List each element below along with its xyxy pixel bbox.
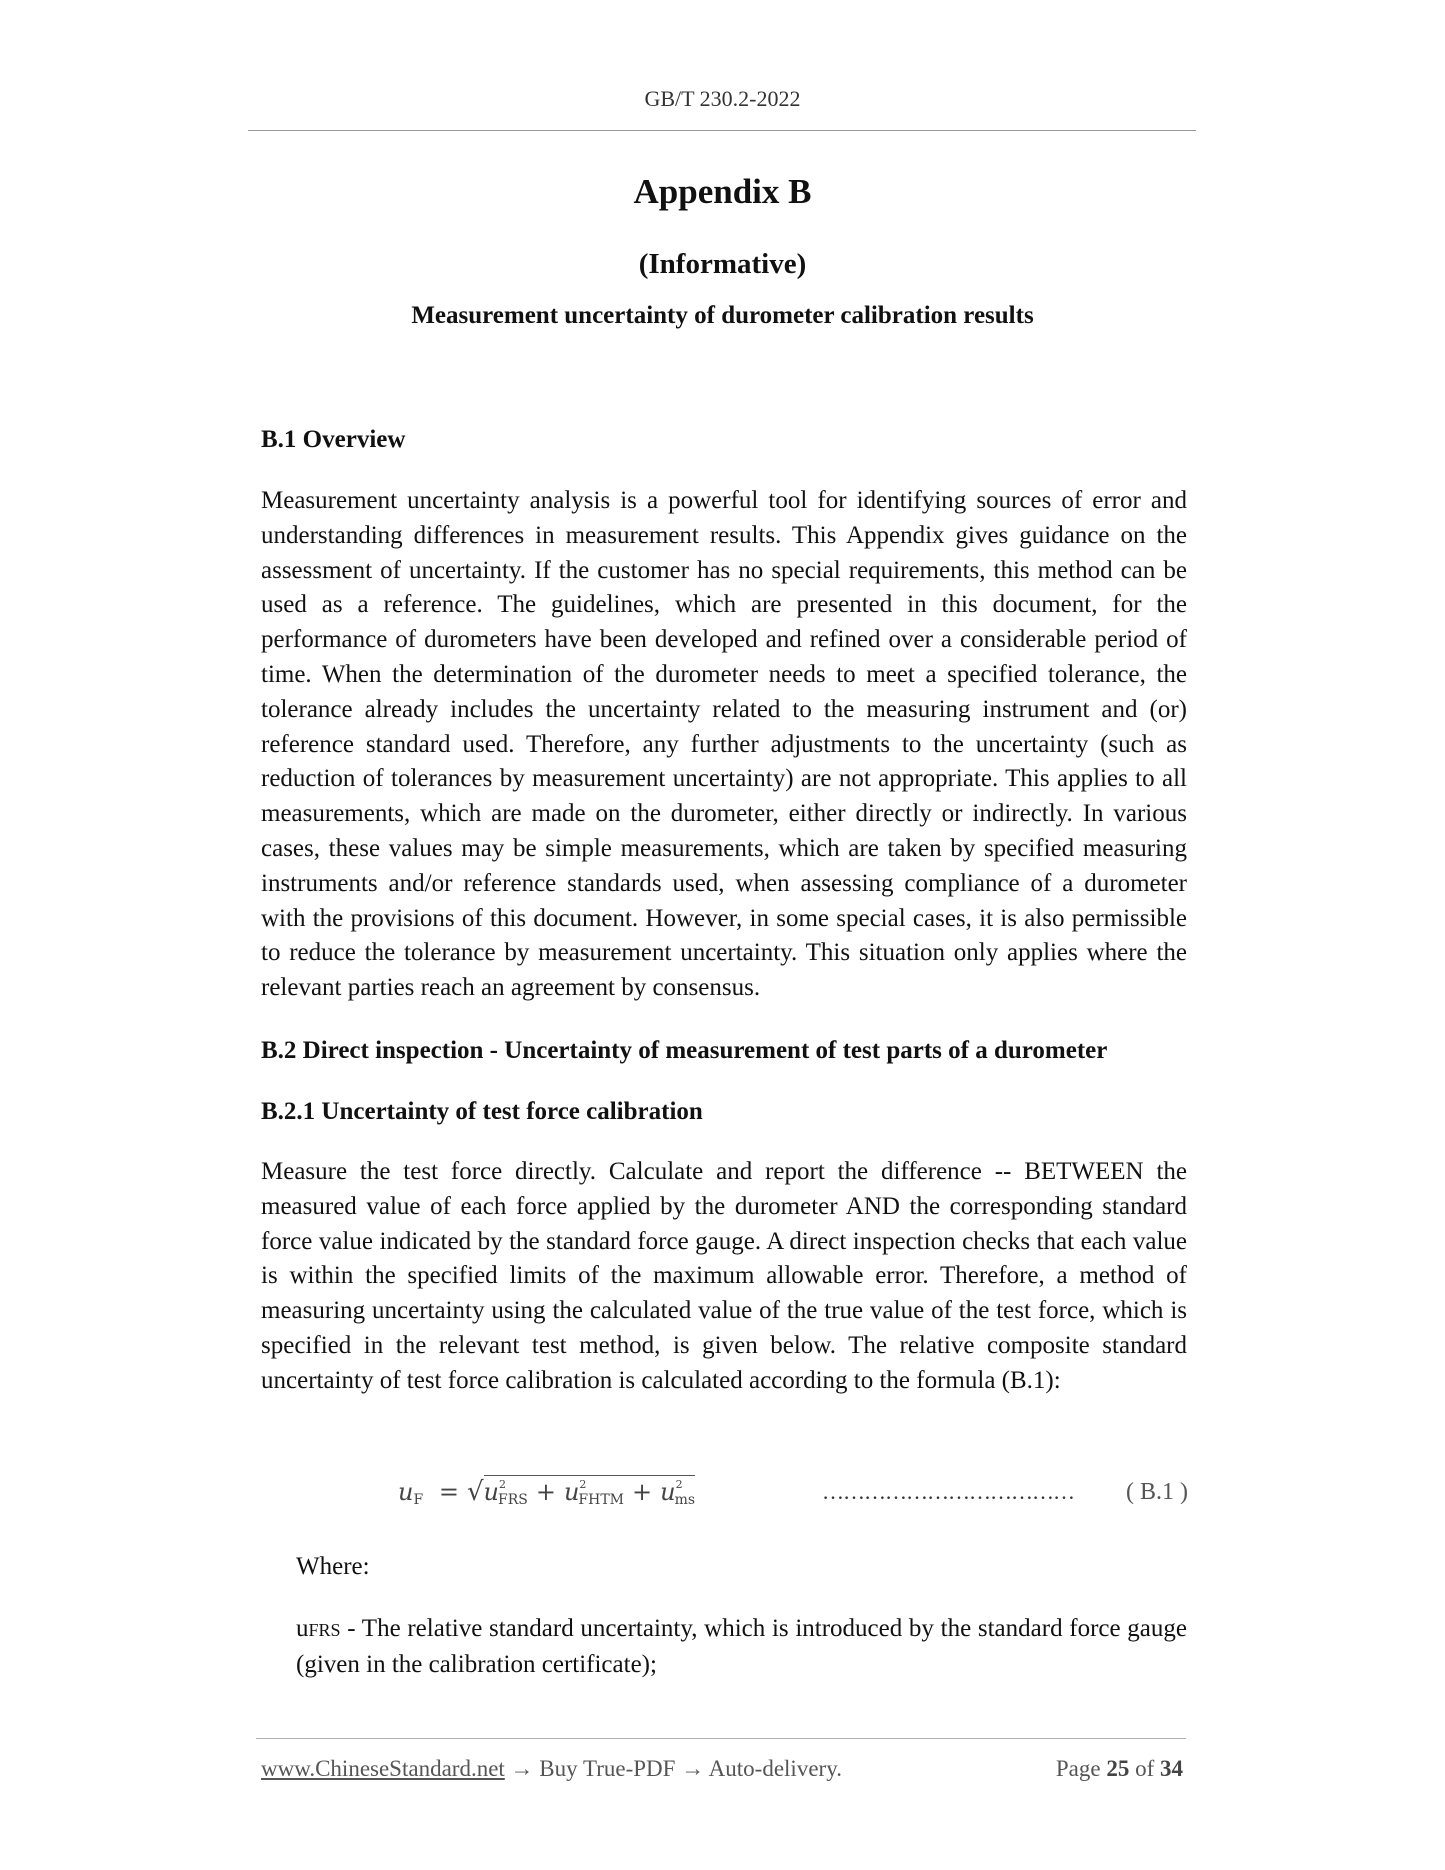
formula-radicand	[484, 1475, 696, 1506]
arrow-right-icon: →	[504, 1756, 540, 1781]
formula-expression	[398, 1477, 695, 1508]
section-heading-b1: B.1 Overview	[261, 426, 406, 453]
arrow-right-icon: →	[675, 1756, 709, 1781]
page-indicator	[1056, 1756, 1183, 1782]
formula-leader-dots: ………………………………	[822, 1479, 1074, 1504]
formula-term-sub: FHTM	[578, 1492, 625, 1508]
formula-term-base: u	[483, 1478, 499, 1506]
formula-term-base: u	[660, 1478, 676, 1506]
formula-term-sup: 2	[675, 1478, 683, 1491]
formula-plus: +	[535, 1478, 556, 1506]
formula-b1	[398, 1477, 1188, 1513]
page-label: Page	[1055, 1756, 1101, 1781]
definition-symbol-sub: FRS	[308, 1620, 341, 1640]
formula-term-sup: 2	[498, 1478, 506, 1491]
page-number: 25	[1106, 1756, 1130, 1781]
footer-delivery-text: Auto-delivery.	[708, 1756, 842, 1781]
footer-site-link[interactable]: www.ChineseStandard.net	[261, 1756, 505, 1781]
formula-term-sub: ms	[674, 1492, 696, 1508]
appendix-subtitle: (Informative)	[638, 248, 807, 280]
footer-divider	[256, 1738, 1186, 1739]
formula-lhs-subscript: F	[413, 1492, 424, 1508]
formula-term-sup: 2	[579, 1478, 587, 1491]
page-total: 34	[1160, 1756, 1183, 1781]
section-body-b21: Measure the test force directly. Calculate and report the difference -- BETWEEN the measured value of each force applied by the durometer AND the corresponding standard force value indicated by the standard force gauge. A direct inspection checks that each value is within the specified limits of the maximum allowable error. Therefore, a method of measuring uncertainty using the calculated value of the true value of the test force, which is specified in the relevant test method, is given below. The relative composite standard uncertainty of test force calibration is calculated according to the formula (B.1):	[261, 1158, 1187, 1394]
formula-plus: +	[632, 1478, 653, 1506]
where-label: Where:	[296, 1553, 370, 1580]
definition-symbol	[296, 1615, 341, 1642]
footer-links	[261, 1756, 842, 1782]
header-divider	[248, 130, 1196, 131]
header-title: GB/T 230.2-2022	[644, 86, 801, 111]
formula-equals: =	[438, 1478, 459, 1506]
formula-term-sub: FRS	[497, 1492, 528, 1508]
formula-radical: √	[466, 1477, 484, 1507]
formula-number: ( B.1 )	[1126, 1479, 1188, 1505]
definition-text: - The relative standard uncertainty, which is introduced by the standard force gauge (given in the calibration certificate);	[296, 1615, 1187, 1678]
page-of-label: of	[1135, 1756, 1155, 1781]
definition-item	[296, 1612, 1187, 1683]
section-heading-b2: B.2 Direct inspection - Uncertainty of measurement of test parts of a durometer	[261, 1037, 1108, 1064]
section-body-b1: Measurement uncertainty analysis is a powerful tool for identifying sources of error and understanding differences in measurement results. This Appendix gives guidance on the assessment of uncertainty. If the customer has no special requirements, this method can be used as a reference. The guidelines, which are presented in this document, for the performance of durometers have been developed and refined over a considerable period of time. When the determination of the durometer needs to meet a specified tolerance, the tolerance already includes the uncertainty related to the measuring instrument and (or) reference standard used. Therefore, any further adjustments to the uncertainty (such as reduction of tolerances by measurement uncertainty) are not appropriate. This applies to all measurements, which are made on the durometer, either directly or indirectly. In various cases, these values may be simple measurements, which are taken by specified measuring instruments and/or reference standards used, when assessing compliance of a durometer with the provisions of this document. However, in some special cases, it is also permissible to reduce the tolerance by measurement uncertainty. This situation only applies where the relevant parties reach an agreement by consensus.	[261, 487, 1187, 1002]
appendix-caption: Measurement uncertainty of durometer calibration results	[411, 302, 1034, 329]
footer-buy-text: Buy True-PDF	[539, 1756, 676, 1781]
formula-term-base: u	[563, 1478, 580, 1506]
appendix-title: Appendix B	[633, 172, 812, 211]
formula-lhs: u	[398, 1478, 414, 1506]
section-heading-b21: B.2.1 Uncertainty of test force calibration	[261, 1098, 703, 1125]
definition-symbol-base: u	[296, 1615, 309, 1642]
